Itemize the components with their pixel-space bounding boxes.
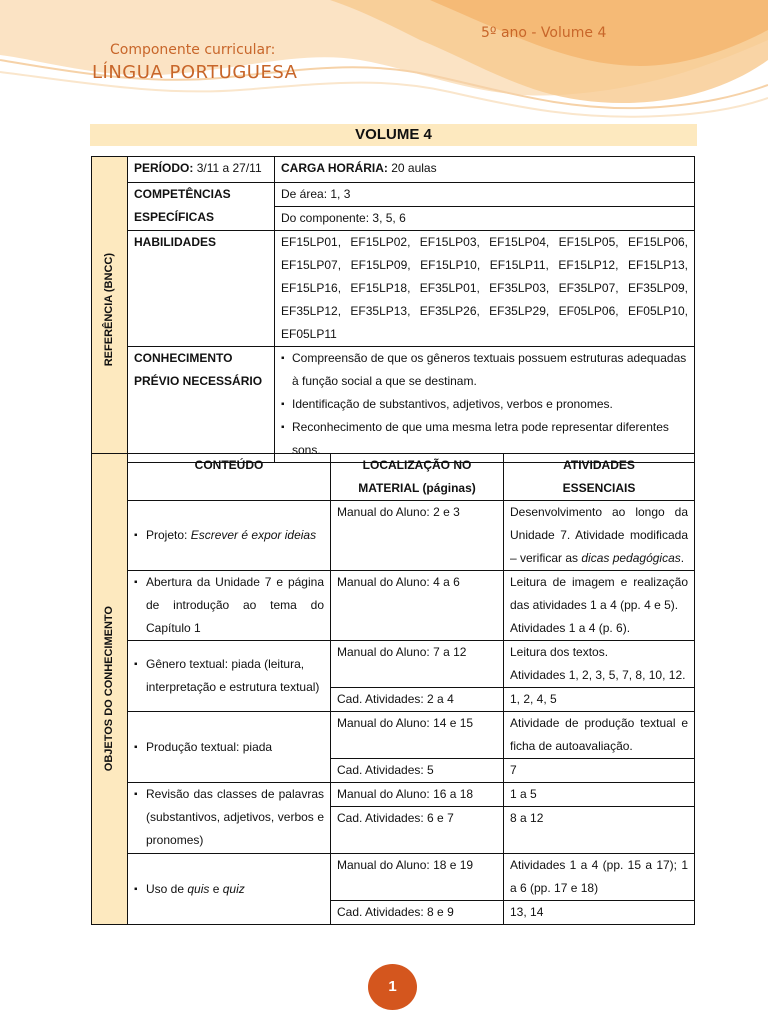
objects-side-label: OBJETOS DO CONHECIMENTO [92, 454, 128, 925]
atividades-cell: 1, 2, 4, 5 [504, 688, 695, 712]
atividades-cell: Desenvolvimento ao longo da Unidade 7. Atividade modificada – verificar as dicas pedagógicas. [504, 501, 695, 571]
competencias-componente: Do componente: 3, 5, 6 [275, 207, 695, 231]
reference-table [91, 156, 695, 463]
localizacao-cell: Manual do Aluno: 16 a 18 [331, 783, 504, 807]
localizacao-cell: Cad. Atividades: 8 e 9 [331, 901, 504, 925]
page-number: 1 [368, 964, 417, 1010]
conhecimento-list [275, 347, 695, 463]
atividades-cell: Leitura dos textos. Atividades 1, 2, 3, 5, 7, 8, 10, 12. [504, 641, 695, 688]
conhecimento-item: ▪ Identificação de substantivos, adjetivos, verbos e pronomes. [281, 393, 688, 416]
conhecimento-label: CONHECIMENTO PRÉVIO NECESSÁRIO [128, 347, 275, 463]
conteudo-cell: ▪ Gênero textual: piada (leitura, interpretação e estrutura textual) [128, 641, 331, 712]
table-row [92, 712, 695, 759]
atividades-cell: 1 a 5 [504, 783, 695, 807]
table-row [92, 641, 695, 688]
atividades-cell: Leitura de imagem e realização das atividades 1 a 4 (pp. 4 e 5). Atividades 1 a 4 (p. 6). [504, 571, 695, 641]
col-header-atividades: ATIVIDADES ESSENCIAIS [504, 454, 695, 501]
localizacao-cell: Manual do Aluno: 2 e 3 [331, 501, 504, 571]
atividades-cell: Atividades 1 a 4 (pp. 15 a 17); 1 a 6 (pp. 17 e 18) [504, 854, 695, 901]
competencias-label: COMPETÊNCIAS ESPECÍFICAS [128, 183, 275, 231]
conhecimento-item: ▪ Reconhecimento de que uma mesma letra pode representar diferentes sons. [281, 416, 688, 462]
objects-table [91, 453, 695, 925]
atividades-cell: Atividade de produção textual e ficha de autoavaliação. [504, 712, 695, 759]
volume-title: VOLUME 4 [90, 124, 697, 146]
localizacao-cell: Manual do Aluno: 18 e 19 [331, 854, 504, 901]
col-header-localizacao: LOCALIZAÇÃO NO MATERIAL (páginas) [331, 454, 504, 501]
atividades-cell: 8 a 12 [504, 807, 695, 854]
habilidades-label: HABILIDADES [128, 231, 275, 347]
table-row [92, 854, 695, 901]
localizacao-cell: Cad. Atividades: 5 [331, 759, 504, 783]
localizacao-cell: Cad. Atividades: 2 a 4 [331, 688, 504, 712]
localizacao-cell: Manual do Aluno: 14 e 15 [331, 712, 504, 759]
competencias-area: De área: 1, 3 [275, 183, 695, 207]
subject-label: Componente curricular: [110, 42, 276, 58]
conteudo-cell: ▪ Produção textual: piada [128, 712, 331, 783]
atividades-cell: 7 [504, 759, 695, 783]
localizacao-cell: Manual do Aluno: 7 a 12 [331, 641, 504, 688]
conhecimento-item: ▪ Compreensão de que os gêneros textuais possuem estruturas adequadas à função social a que se destinam. [281, 347, 688, 393]
reference-side-label: REFERÊNCIA (BNCC) [92, 157, 128, 463]
table-row [92, 571, 695, 641]
conteudo-cell: ▪ Projeto: Escrever é expor ideias [128, 501, 331, 571]
carga-cell: CARGA HORÁRIA: 20 aulas [275, 157, 695, 183]
conteudo-cell: ▪ Uso de quis e quiz [128, 854, 331, 925]
table-row [92, 501, 695, 571]
localizacao-cell: Cad. Atividades: 6 e 7 [331, 807, 504, 854]
subject-name: LÍNGUA PORTUGUESA [92, 62, 298, 83]
conteudo-cell: ▪ Revisão das classes de palavras (substantivos, adjetivos, verbos e pronomes) [128, 783, 331, 854]
col-header-conteudo: CONTEÚDO [128, 454, 331, 501]
volume-info: 5º ano - Volume 4 [481, 25, 607, 41]
table-row [92, 783, 695, 807]
periodo-cell: PERÍODO: 3/11 a 27/11 [128, 157, 275, 183]
conteudo-cell: ▪ Abertura da Unidade 7 e página de introdução ao tema do Capítulo 1 [128, 571, 331, 641]
localizacao-cell: Manual do Aluno: 4 a 6 [331, 571, 504, 641]
atividades-cell: 13, 14 [504, 901, 695, 925]
habilidades-list: EF15LP01, EF15LP02, EF15LP03, EF15LP04, EF15LP05, EF15LP06, EF15LP07, EF15LP09, EF15LP10, EF15LP11, EF15LP12, EF15LP13, EF15LP16, EF15LP18, EF35LP01, EF35LP03, EF35LP07, EF35LP09, EF35LP12, EF35LP13, EF35LP26, EF35LP29, EF05LP06, EF05LP10, EF05LP11 [275, 231, 695, 347]
